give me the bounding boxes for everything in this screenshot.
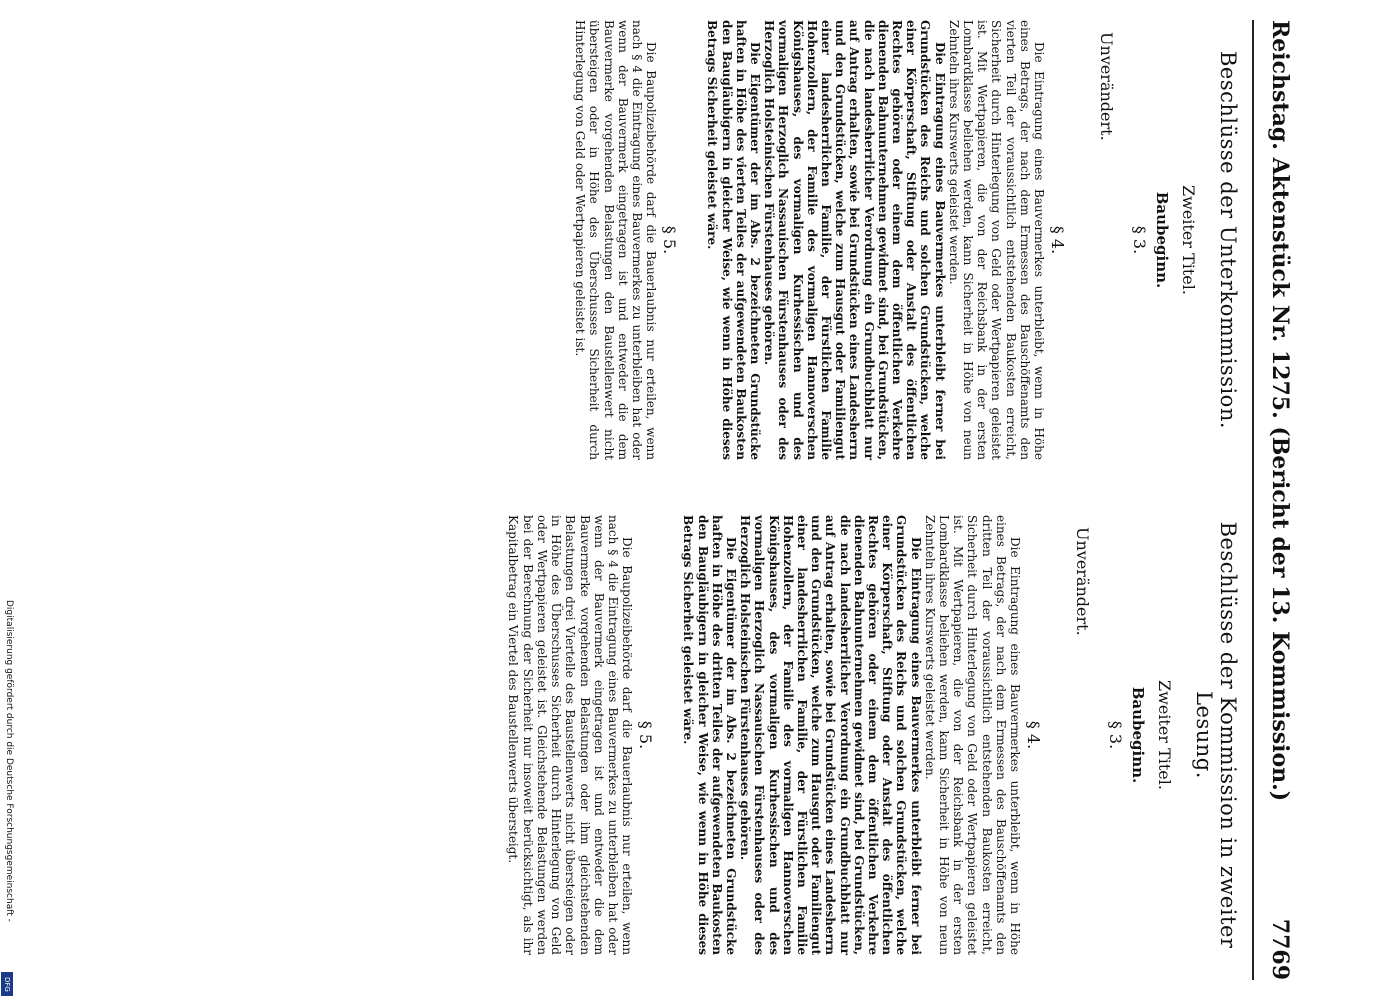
right-para3-text: Unverändert. xyxy=(1073,527,1092,636)
left-section-title: Zweiter Titel. xyxy=(1179,185,1198,295)
right-para4-p1: Die Eintragung eines Bauvermerkes unterbleibt, wenn in Höhe eines Betrags, der nach dem Ermessen des Bauschöffenamts den dritten Teil der voraussichtlich entstehenden Baukosten erreicht, Sicherheit durch Hinterlegung von Geld oder Wertpapieren geleistet ist. Mit Wertpapieren, die von der Reichsbank in der ersten Lombardklasse beliehen werden, kann Sicherheit in Höhe von neun Zehnteln ihres Kurswerts geleistet werden. xyxy=(922,515,1022,955)
right-para5-heading: § 5. xyxy=(636,720,656,750)
left-para4-p2: Die Eintragung eines Bauvermerkes unterbleibt ferner bei Grundstücken des Reichs und solchen Grundstücken, welche einer Körperschaft, Stiftung oder Anstalt des öffentlichen Rechtes gehören oder einem dem öffentlichen Verkehre dienenden Bahnunternehmen gewidmet sind, bei Grundstücken, die nach landesherrlicher Verordnung ein Grundbuchblatt nur auf Antrag erhalten, sowie bei Grundstücken eines Landesherrn und den Grundstücken, welche zum Hausgut oder Familiengut einer landesherrlichen Familie, der Fürstlichen Familie Hohenzollern, der Familie des vormaligen Hannoverschen Königshauses, des vormaligen Kurhessischen und des vormaligen Herzoglich Nassauischen Fürstenhauses oder des Herzoglich Holsteinischen Fürstenhauses gehören. xyxy=(762,20,947,460)
left-para5-heading: § 5. xyxy=(660,225,680,255)
left-column xyxy=(80,20,1244,460)
right-para4-heading: § 4. xyxy=(1024,720,1043,750)
right-para3-heading: § 3. xyxy=(1106,720,1125,750)
right-para4-p2: Die Eintragung eines Bauvermerkes unterbleibt ferner bei Grundstücken des Reichs und solchen Grundstücken, welche einer Körperschaft, Stiftung oder Anstalt des öffentlichen Rechtes gehören oder einem dem öffentlichen Verkehre dienenden Bahnunternehmen gewidmet sind, bei Grundstücken, die nach landesherrlicher Verordnung ein Grundbuchblatt nur auf Antrag erhalten, sowie bei Grundstücken eines Landesherrn und den Grundstücken, welche zum Hausgut oder Familiengut einer landesherrlichen Familie, der Fürstlichen Familie Hohenzollern, der Familie des vormaligen Hannoverschen Königshauses, des vormaligen Kurhessischen und des vormaligen Herzoglich Nassauischen Fürstenhauses oder des Herzoglich Holsteinischen Fürstenhauses gehören. xyxy=(738,515,923,955)
left-para4-p1: Die Eintragung eines Bauvermerkes unterbleibt, wenn in Höhe eines Betrags, der nach dem Ermessen des Bauschöffenamts den vierten Teil der voraussichtlich entstehenden Baukosten erreicht, Sicherheit durch Hinterlegung von Geld oder Wertpapieren geleistet ist. Mit Wertpapieren, die von der Reichsbank in der ersten Lombardklasse beliehen werden, kann Sicherheit in Höhe von neun Zehnteln ihres Kurswerts geleistet werden. xyxy=(946,20,1046,460)
right-section-subtitle: Baubeginn. xyxy=(1129,686,1147,784)
left-para3-text: Unverändert. xyxy=(1097,32,1116,141)
header-title: Reichstag. Aktenstück Nr. 1275. (Bericht der 13. Kommission.) xyxy=(1267,20,1293,802)
right-section-title: Zweiter Titel. xyxy=(1155,680,1174,790)
page-number: 7769 xyxy=(1267,918,1293,980)
left-para4-heading: § 4. xyxy=(1048,225,1067,255)
right-column xyxy=(80,515,1244,955)
left-para5-p1: Die Baupolizeibehörde darf die Bauerlaubnis nur erteilen, wenn nach § 4 die Eintragung eines Bauvermerkes zu unterbleiben hat oder wenn der Bauvermerk eingetragen ist und entweder die dem Bauvermerke vorgehenden Belastungen den Baustellenwert nicht übersteigen oder in Höhe des Überschusses Sicherheit durch Hinterlegung von Geld oder Wertpapieren geleistet ist. xyxy=(573,20,659,460)
left-para3-heading: § 3. xyxy=(1130,225,1149,255)
left-para4-p3: Die Eigentümer der im Abs. 2 bezeichneten Grundstücke haften in Höhe des vierten Teiles der aufgewendeten Baukosten den Baugläubigern in gleicher Weise, wie wenn in Höhe dieses Betrags Sicherheit geleistet wäre. xyxy=(705,20,762,460)
right-column-title: Beschlüsse der Kommission in zweiter Lesung. xyxy=(1192,521,1240,949)
left-section-subtitle: Baubeginn. xyxy=(1153,191,1171,289)
right-para5-p1: Die Baupolizeibehörde darf die Bauerlaubnis nur erteilen, wenn nach § 4 die Eintragung eines Bauvermerkes zu unterbleiben hat oder wenn der Bauvermerk eingetragen ist und entweder die dem Bauvermerke vorgehenden Belastungen oder ihm gleichstehenden Belastungen drei Viertelle des Baustellenwerts nicht übersteigen oder in Höhe des Überschusses Sicherheit durch Hinterlegung von Geld oder Wertpapieren geleistet ist. Gleichstehende Belastungen werden bei der Berechnung der Sicherheit nur insoweit berücksichtigt, als ihr Kapitalbetrag ein Viertel des Baustellenwerts übersteigt. xyxy=(506,515,635,955)
page-header xyxy=(1252,20,1300,980)
digitization-footer xyxy=(0,600,14,1000)
footer-credit: Digitalisierung gefördert durch die Deutsche Forschungsgemeinschaft - xyxy=(4,600,14,922)
left-column-title: Beschlüsse der Unterkommission. xyxy=(1216,50,1240,430)
right-para4-p3: Die Eigentümer der im Abs. 2 bezeichneten Grundstücke haften in Höhe des dritten Teiles der aufgewendeten Baukosten den Baugläubigern in gleicher Weise, wie wenn in Höhe dieses Betrags Sicherheit geleistet wäre. xyxy=(681,515,738,955)
dfg-logo: DFG xyxy=(1,972,13,996)
document-page xyxy=(80,20,1300,980)
